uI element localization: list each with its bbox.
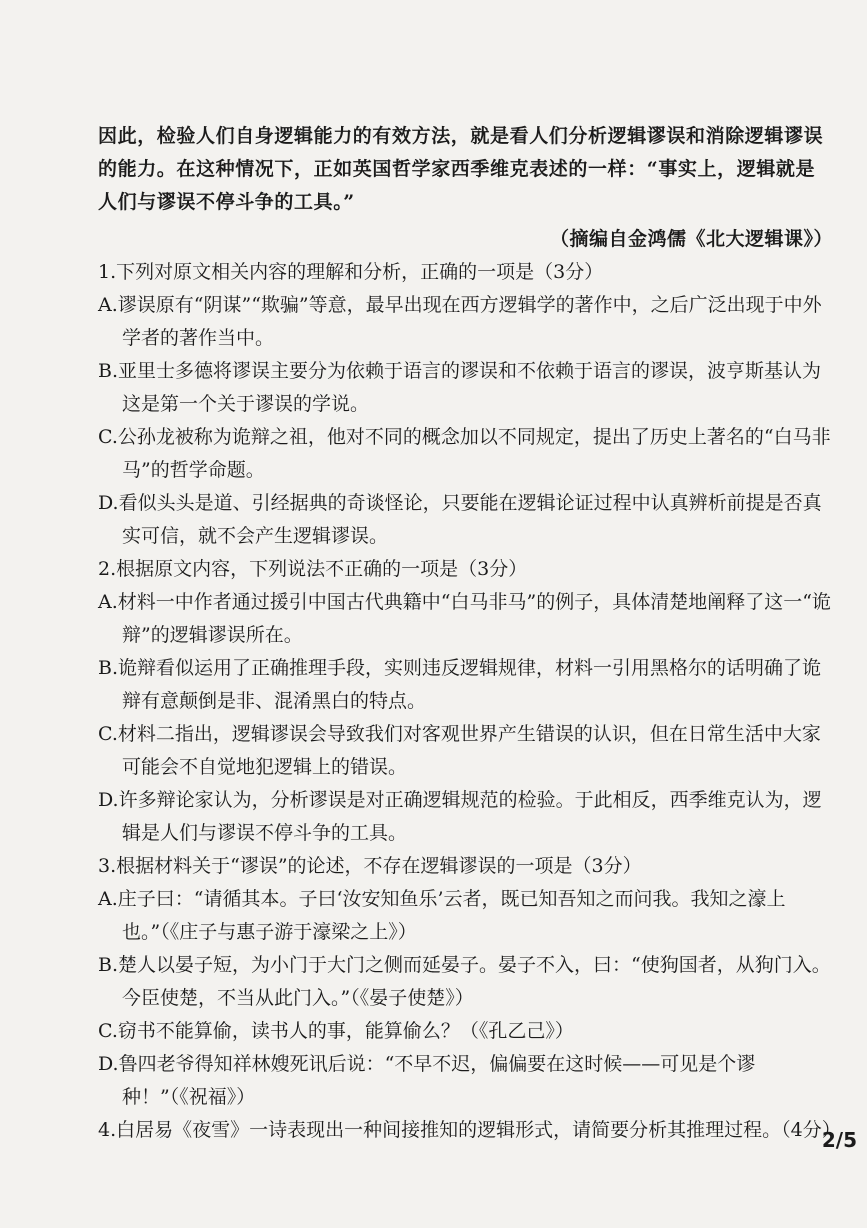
question-4 [98, 1114, 841, 1147]
option-a: A.谬误原有“阴谋”“欺骗”等意，最早出现在西方逻辑学的著作中，之后广泛出现于中外学者的著作当中。 [98, 294, 822, 349]
question-stem: 1.下列对原文相关内容的理解和分析，正确的一项是（3分） [98, 261, 604, 283]
option-b: B.亚里士多德将谬误主要分为依赖于语言的谬误和不依赖于语言的谬误，波亨斯基认为这是第一个关于谬误的学说。 [98, 360, 822, 415]
question-3 [98, 850, 833, 1114]
option-c: C.窃书不能算偷，读书人的事，能算偷么？（《孔乙己》） [98, 1020, 574, 1042]
question-1 [98, 256, 833, 553]
option-b: B.楚人以晏子短，为小门于大门之侧而延晏子。晏子不入，曰：“使狗国者，从狗门入。今臣使楚，不当从此门入。”（《晏子使楚》） [98, 954, 831, 1009]
question-stem: 3.根据材料关于“谬误”的论述，不存在逻辑谬误的一项是（3分） [98, 855, 642, 877]
option-d: D.看似头头是道、引经据典的奇谈怪论，只要能在逻辑论证过程中认真辨析前提是否真实可信，就不会产生逻辑谬误。 [98, 492, 822, 547]
page-content [98, 120, 841, 1147]
question-stem: 2.根据原文内容，下列说法不正确的一项是（3分） [98, 558, 528, 580]
source-citation: （摘编自金鸿儒《北大逻辑课》） [549, 228, 833, 250]
option-a: A.庄子曰：“请循其本。子曰‘汝安知鱼乐’云者，既已知吾知之而问我。我知之濠上也。”（《庄子与惠子游于濠梁之上》） [98, 888, 786, 943]
page-number: 2/5 [821, 1128, 857, 1152]
option-b: B.诡辩看似运用了正确推理手段，实则违反逻辑规律，材料一引用黑格尔的话明确了诡辩有意颠倒是非、混淆黑白的特点。 [98, 657, 822, 712]
option-c: C.公孙龙被称为诡辩之祖，他对不同的概念加以不同规定，提出了历史上著名的“白马非马”的哲学命题。 [98, 426, 831, 481]
option-a: A.材料一中作者通过援引中国古代典籍中“白马非马”的例子，具体清楚地阐释了这一“诡辩”的逻辑谬误所在。 [98, 591, 831, 646]
option-d: D.鲁四老爷得知祥林嫂死讯后说：“不早不迟，偏偏要在这时候——可见是个谬种！”（《祝福》） [98, 1053, 756, 1108]
intro-paragraph: 因此，检验人们自身逻辑能力的有效方法，就是看人们分析逻辑谬误和消除逻辑谬误的能力。在这种情况下，正如英国哲学家西季维克表述的一样：“事实上，逻辑就是人们与谬误不停斗争的工具。” [98, 125, 824, 213]
question-stem: 4.白居易《夜雪》一诗表现出一种间接推知的逻辑形式，请简要分析其推理过程。（4分） [98, 1119, 841, 1141]
option-d: D.许多辩论家认为，分析谬误是对正确逻辑规范的检验。于此相反，西季维克认为，逻辑是人们与谬误不停斗争的工具。 [98, 789, 822, 844]
question-2 [98, 553, 833, 850]
option-c: C.材料二指出，逻辑谬误会导致我们对客观世界产生错误的认识，但在日常生活中大家可能会不自觉地犯逻辑上的错误。 [98, 723, 821, 778]
